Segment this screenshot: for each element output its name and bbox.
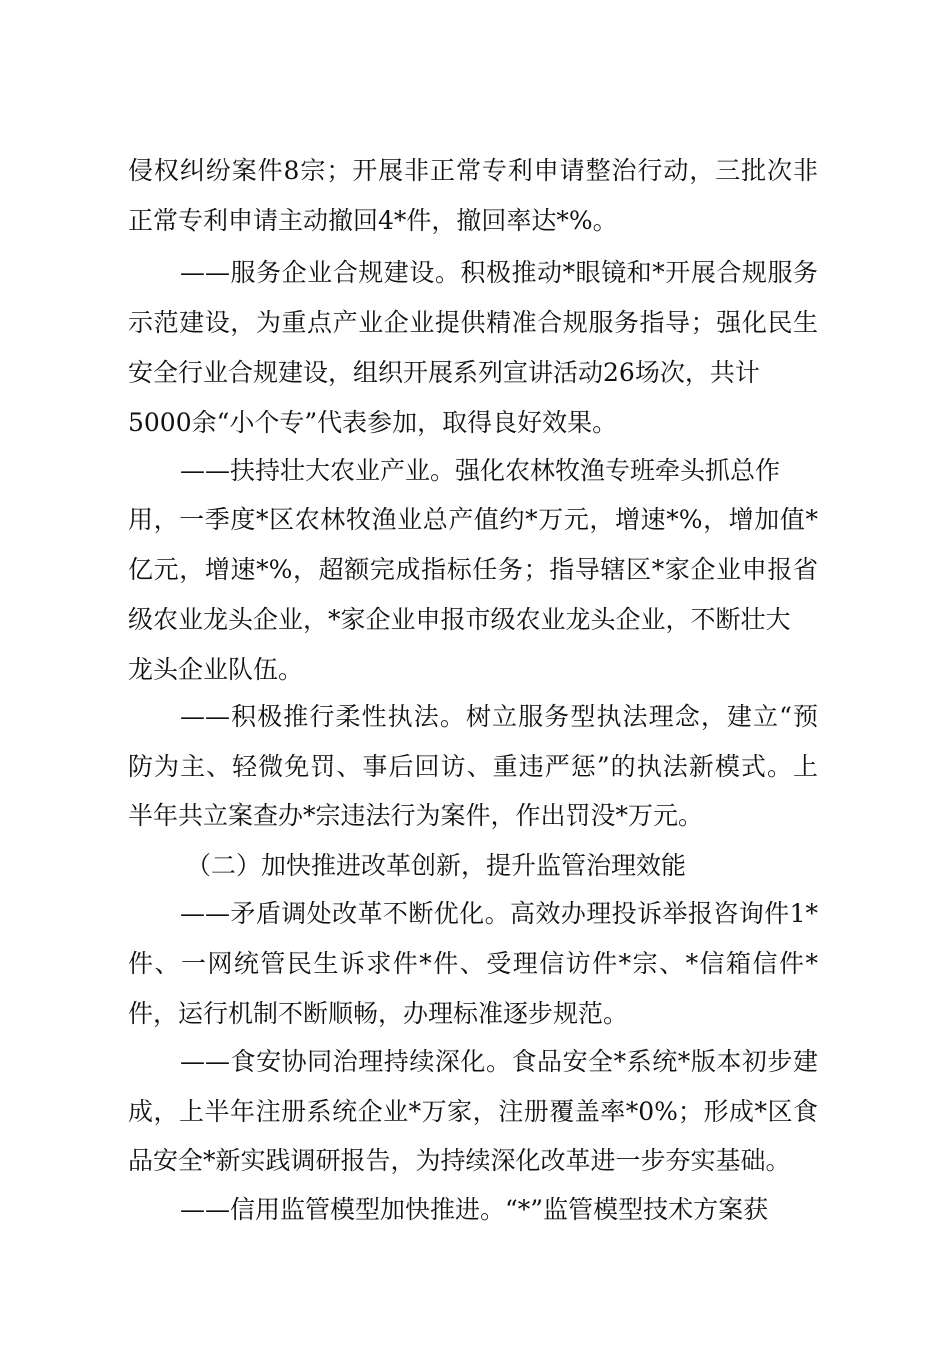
paragraph-lead-line: ——信用监管模型加快推进。“*”监管模型技术方案获 bbox=[180, 1195, 769, 1224]
text-line: 亿元，增速*%，超额完成指标任务；指导辖区*家企业申报省 bbox=[128, 555, 818, 584]
text-line: 成，上半年注册系统企业*万家，注册覆盖率*0%；形成*区食 bbox=[128, 1097, 818, 1126]
paragraph-lead-line: ——积极推行柔性执法。树立服务型执法理念，建立“预 bbox=[180, 702, 818, 731]
text-line: 级农业龙头企业，*家企业申报市级农业龙头企业，不断壮大 bbox=[128, 605, 791, 634]
text-line: 半年共立案查办*宗违法行为案件，作出罚没*万元。 bbox=[128, 801, 704, 830]
section-heading: （二）加快推进改革创新，提升监管治理效能 bbox=[186, 851, 687, 880]
text-line: 5000余“小个专”代表参加，取得良好效果。 bbox=[128, 408, 618, 437]
text-line: 品安全*新实践调研报告，为持续深化改革进一步夯实基础。 bbox=[128, 1146, 791, 1175]
text-line: 用，一季度*区农林牧渔业总产值约*万元，增速*%，增加值* bbox=[128, 505, 818, 534]
text-line: 件、一网统管民生诉求件*件、受理信访件*宗、*信箱信件* bbox=[128, 949, 818, 978]
text-line: 示范建设，为重点产业企业提供精准合规服务指导；强化民生 bbox=[128, 308, 818, 337]
text-line: 件，运行机制不断顺畅，办理标准逐步规范。 bbox=[128, 999, 629, 1028]
paragraph-lead-line: ——食安协同治理持续深化。食品安全*系统*版本初步建 bbox=[180, 1047, 818, 1076]
text-line: 防为主、轻微免罚、事后回访、重违严惩”的执法新模式。上 bbox=[128, 752, 818, 781]
paragraph-lead-line: ——扶持壮大农业产业。强化农林牧渔专班牵头抓总作 bbox=[180, 456, 781, 485]
text-line: 侵权纠纷案件8宗；开展非正常专利申请整治行动，三批次非 bbox=[128, 156, 818, 185]
text-line: 正常专利申请主动撤回4*件，撤回率达*%。 bbox=[128, 206, 618, 235]
text-line: 龙头企业队伍。 bbox=[128, 655, 304, 684]
paragraph-lead-line: ——服务企业合规建设。积极推动*眼镜和*开展合规服务 bbox=[180, 258, 818, 287]
text-line: 安全行业合规建设，组织开展系列宣讲活动26场次，共计 bbox=[128, 358, 760, 387]
paragraph-lead-line: ——矛盾调处改革不断优化。高效办理投诉举报咨询件1* bbox=[180, 899, 818, 928]
